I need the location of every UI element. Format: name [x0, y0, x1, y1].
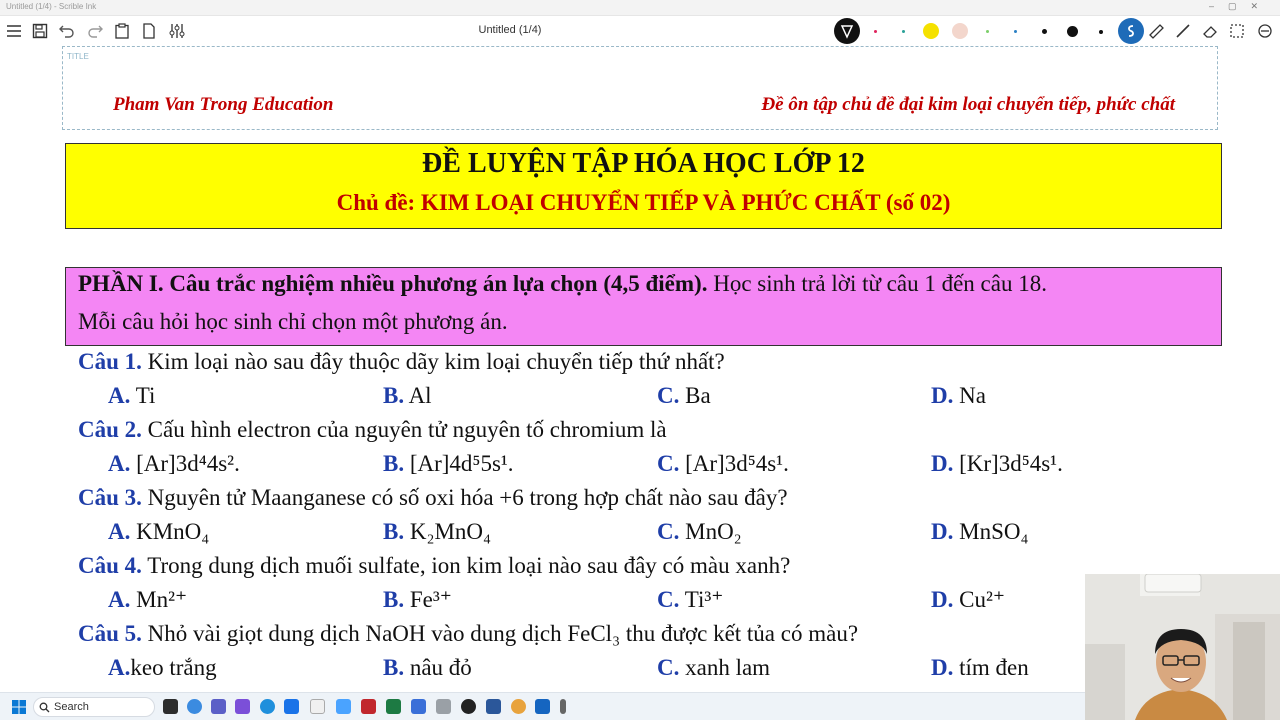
- question-number: Câu 3.: [78, 485, 142, 510]
- clipboard-icon[interactable]: [111, 20, 133, 42]
- exam-subtitle: Chủ đề: KIM LOẠI CHUYỂN TIẾP VÀ PHỨC CHẤT (số 02): [336, 190, 951, 215]
- question-number: Câu 4.: [78, 553, 142, 578]
- title-box-label: TITLE: [67, 52, 89, 61]
- question-4: [78, 553, 790, 579]
- option-a[interactable]: A. Mn²⁺: [108, 587, 188, 612]
- exam-heading: [65, 143, 1222, 229]
- smart-ink-icon[interactable]: [1118, 18, 1144, 44]
- file-explorer-icon[interactable]: [310, 699, 325, 714]
- redo-icon[interactable]: [84, 20, 106, 42]
- option-c[interactable]: C. [Ar]3d⁵4s¹.: [657, 451, 789, 476]
- presenter-video: [1085, 574, 1280, 720]
- option-b[interactable]: B. Fe³⁺: [383, 587, 452, 612]
- question-text: Kim loại nào sau đây thuộc dãy kim loại chuyển tiếp thứ nhất?: [141, 349, 725, 374]
- section-note: Mỗi câu hỏi học sinh chỉ chọn một phương án.: [78, 309, 508, 334]
- option-a[interactable]: A. [Ar]3d⁴4s².: [108, 451, 240, 476]
- question-1: [78, 349, 725, 375]
- question-text: Nhỏ vài giọt dung dịch NaOH vào dung dịch FeCl₃ thu được kết tủa có màu?: [141, 621, 859, 646]
- os-taskbar: [0, 692, 1085, 720]
- task-view-icon[interactable]: [163, 699, 178, 714]
- option-b[interactable]: B. Al: [383, 383, 432, 408]
- app-icon[interactable]: [235, 699, 250, 714]
- ruler-icon[interactable]: [1145, 20, 1167, 42]
- question-number: Câu 2.: [78, 417, 142, 442]
- question-number: Câu 1.: [78, 349, 142, 374]
- option-c[interactable]: C. Ti³⁺: [657, 587, 724, 612]
- taskbar-search[interactable]: [33, 697, 155, 717]
- option-b[interactable]: B. [Ar]4d⁵5s¹.: [383, 451, 514, 476]
- color-swatch-teal[interactable]: [902, 30, 905, 33]
- title-box[interactable]: [62, 46, 1218, 130]
- window-title: Untitled (1/4) - Scrible Ink: [6, 2, 97, 11]
- option-b[interactable]: B. nâu đỏ: [383, 655, 472, 680]
- app-icon[interactable]: [436, 699, 451, 714]
- chrome-icon[interactable]: [511, 699, 526, 714]
- more-icon[interactable]: [1254, 20, 1276, 42]
- undo-icon[interactable]: [56, 20, 78, 42]
- question-text: Cấu hình electron của nguyên tử nguyên tố chromium là: [141, 417, 667, 442]
- eraser-icon[interactable]: [1199, 20, 1221, 42]
- app-icon[interactable]: [336, 699, 351, 714]
- question-text: Trong dung dịch muối sulfate, ion kim loại nào sau đây có màu xanh?: [141, 553, 791, 578]
- zoom-icon[interactable]: [284, 699, 299, 714]
- select-icon[interactable]: [1226, 20, 1248, 42]
- option-a[interactable]: A.keo trắng: [108, 655, 217, 680]
- option-c[interactable]: C. xanh lam: [657, 655, 771, 680]
- exam-topic: Đề ôn tập chủ đề đại kim loại chuyển tiếp, phức chất: [761, 94, 1175, 115]
- search-icon: [39, 702, 50, 713]
- question-number: Câu 5.: [78, 621, 142, 646]
- app-toolbar: [0, 16, 1280, 46]
- document-title: Untitled (1/4): [478, 24, 542, 36]
- option-c[interactable]: C. MnO₂: [657, 519, 742, 544]
- pdf-icon[interactable]: [361, 699, 376, 714]
- color-swatch-yellow[interactable]: [923, 23, 939, 39]
- edge-icon[interactable]: [260, 699, 275, 714]
- publisher-name: Pham Van Trong Education: [113, 94, 334, 115]
- search-placeholder: Search: [54, 701, 89, 713]
- option-a[interactable]: A. KMnO₄: [108, 519, 210, 544]
- line-icon[interactable]: [1172, 20, 1194, 42]
- scrible-ink-icon[interactable]: [461, 699, 476, 714]
- option-d[interactable]: D. Na: [931, 383, 986, 408]
- option-d[interactable]: D. MnSO₄: [931, 519, 1029, 544]
- copilot-icon[interactable]: [187, 699, 202, 714]
- settings-sliders-icon[interactable]: [166, 20, 188, 42]
- option-d[interactable]: D. tím đen: [931, 655, 1029, 680]
- pen-icon[interactable]: [834, 18, 860, 44]
- color-swatch-red[interactable]: [874, 30, 877, 33]
- app-icon[interactable]: [560, 699, 566, 714]
- save-icon[interactable]: [29, 20, 51, 42]
- word-icon[interactable]: [486, 699, 501, 714]
- question-5: [78, 621, 858, 647]
- option-d[interactable]: D. Cu²⁺: [931, 587, 1006, 612]
- page-icon[interactable]: [138, 20, 160, 42]
- section-title: PHẦN I. Câu trắc nghiệm nhiều phương án lựa chọn (4,5 điểm).: [78, 271, 708, 296]
- webcam-overlay: [1085, 574, 1280, 720]
- question-2: [78, 417, 667, 443]
- teams-icon[interactable]: [211, 699, 226, 714]
- color-swatch-blue[interactable]: [1014, 30, 1017, 33]
- size-large-dot[interactable]: [1067, 26, 1078, 37]
- option-a[interactable]: A. Ti: [108, 383, 156, 408]
- excel-icon[interactable]: [386, 699, 401, 714]
- menu-icon[interactable]: [3, 20, 25, 42]
- option-b[interactable]: B. K₂MnO₄: [383, 519, 492, 544]
- question-text: Nguyên tử Maanganese có số oxi hóa +6 trong hợp chất nào sau đây?: [141, 485, 788, 510]
- size-small-dot[interactable]: [1042, 29, 1047, 34]
- size-tiny-dot[interactable]: [1099, 30, 1103, 34]
- app-icon[interactable]: [535, 699, 550, 714]
- window-controls[interactable]: –▢✕: [1208, 1, 1272, 11]
- section-instruction-text: Học sinh trả lời từ câu 1 đến câu 18.: [707, 271, 1047, 296]
- exam-title: ĐỀ LUYỆN TẬP HÓA HỌC LỚP 12: [422, 148, 865, 179]
- app-icon[interactable]: [411, 699, 426, 714]
- window-title-bar: [0, 0, 1280, 16]
- option-c[interactable]: C. Ba: [657, 383, 711, 408]
- windows-start-icon[interactable]: [8, 696, 30, 718]
- color-swatch-green[interactable]: [986, 30, 989, 33]
- section-instructions: [78, 271, 1047, 297]
- option-d[interactable]: D. [Kr]3d⁵4s¹.: [931, 451, 1063, 476]
- section-header: [65, 267, 1222, 346]
- question-3: [78, 485, 788, 511]
- color-swatch-peach[interactable]: [952, 23, 968, 39]
